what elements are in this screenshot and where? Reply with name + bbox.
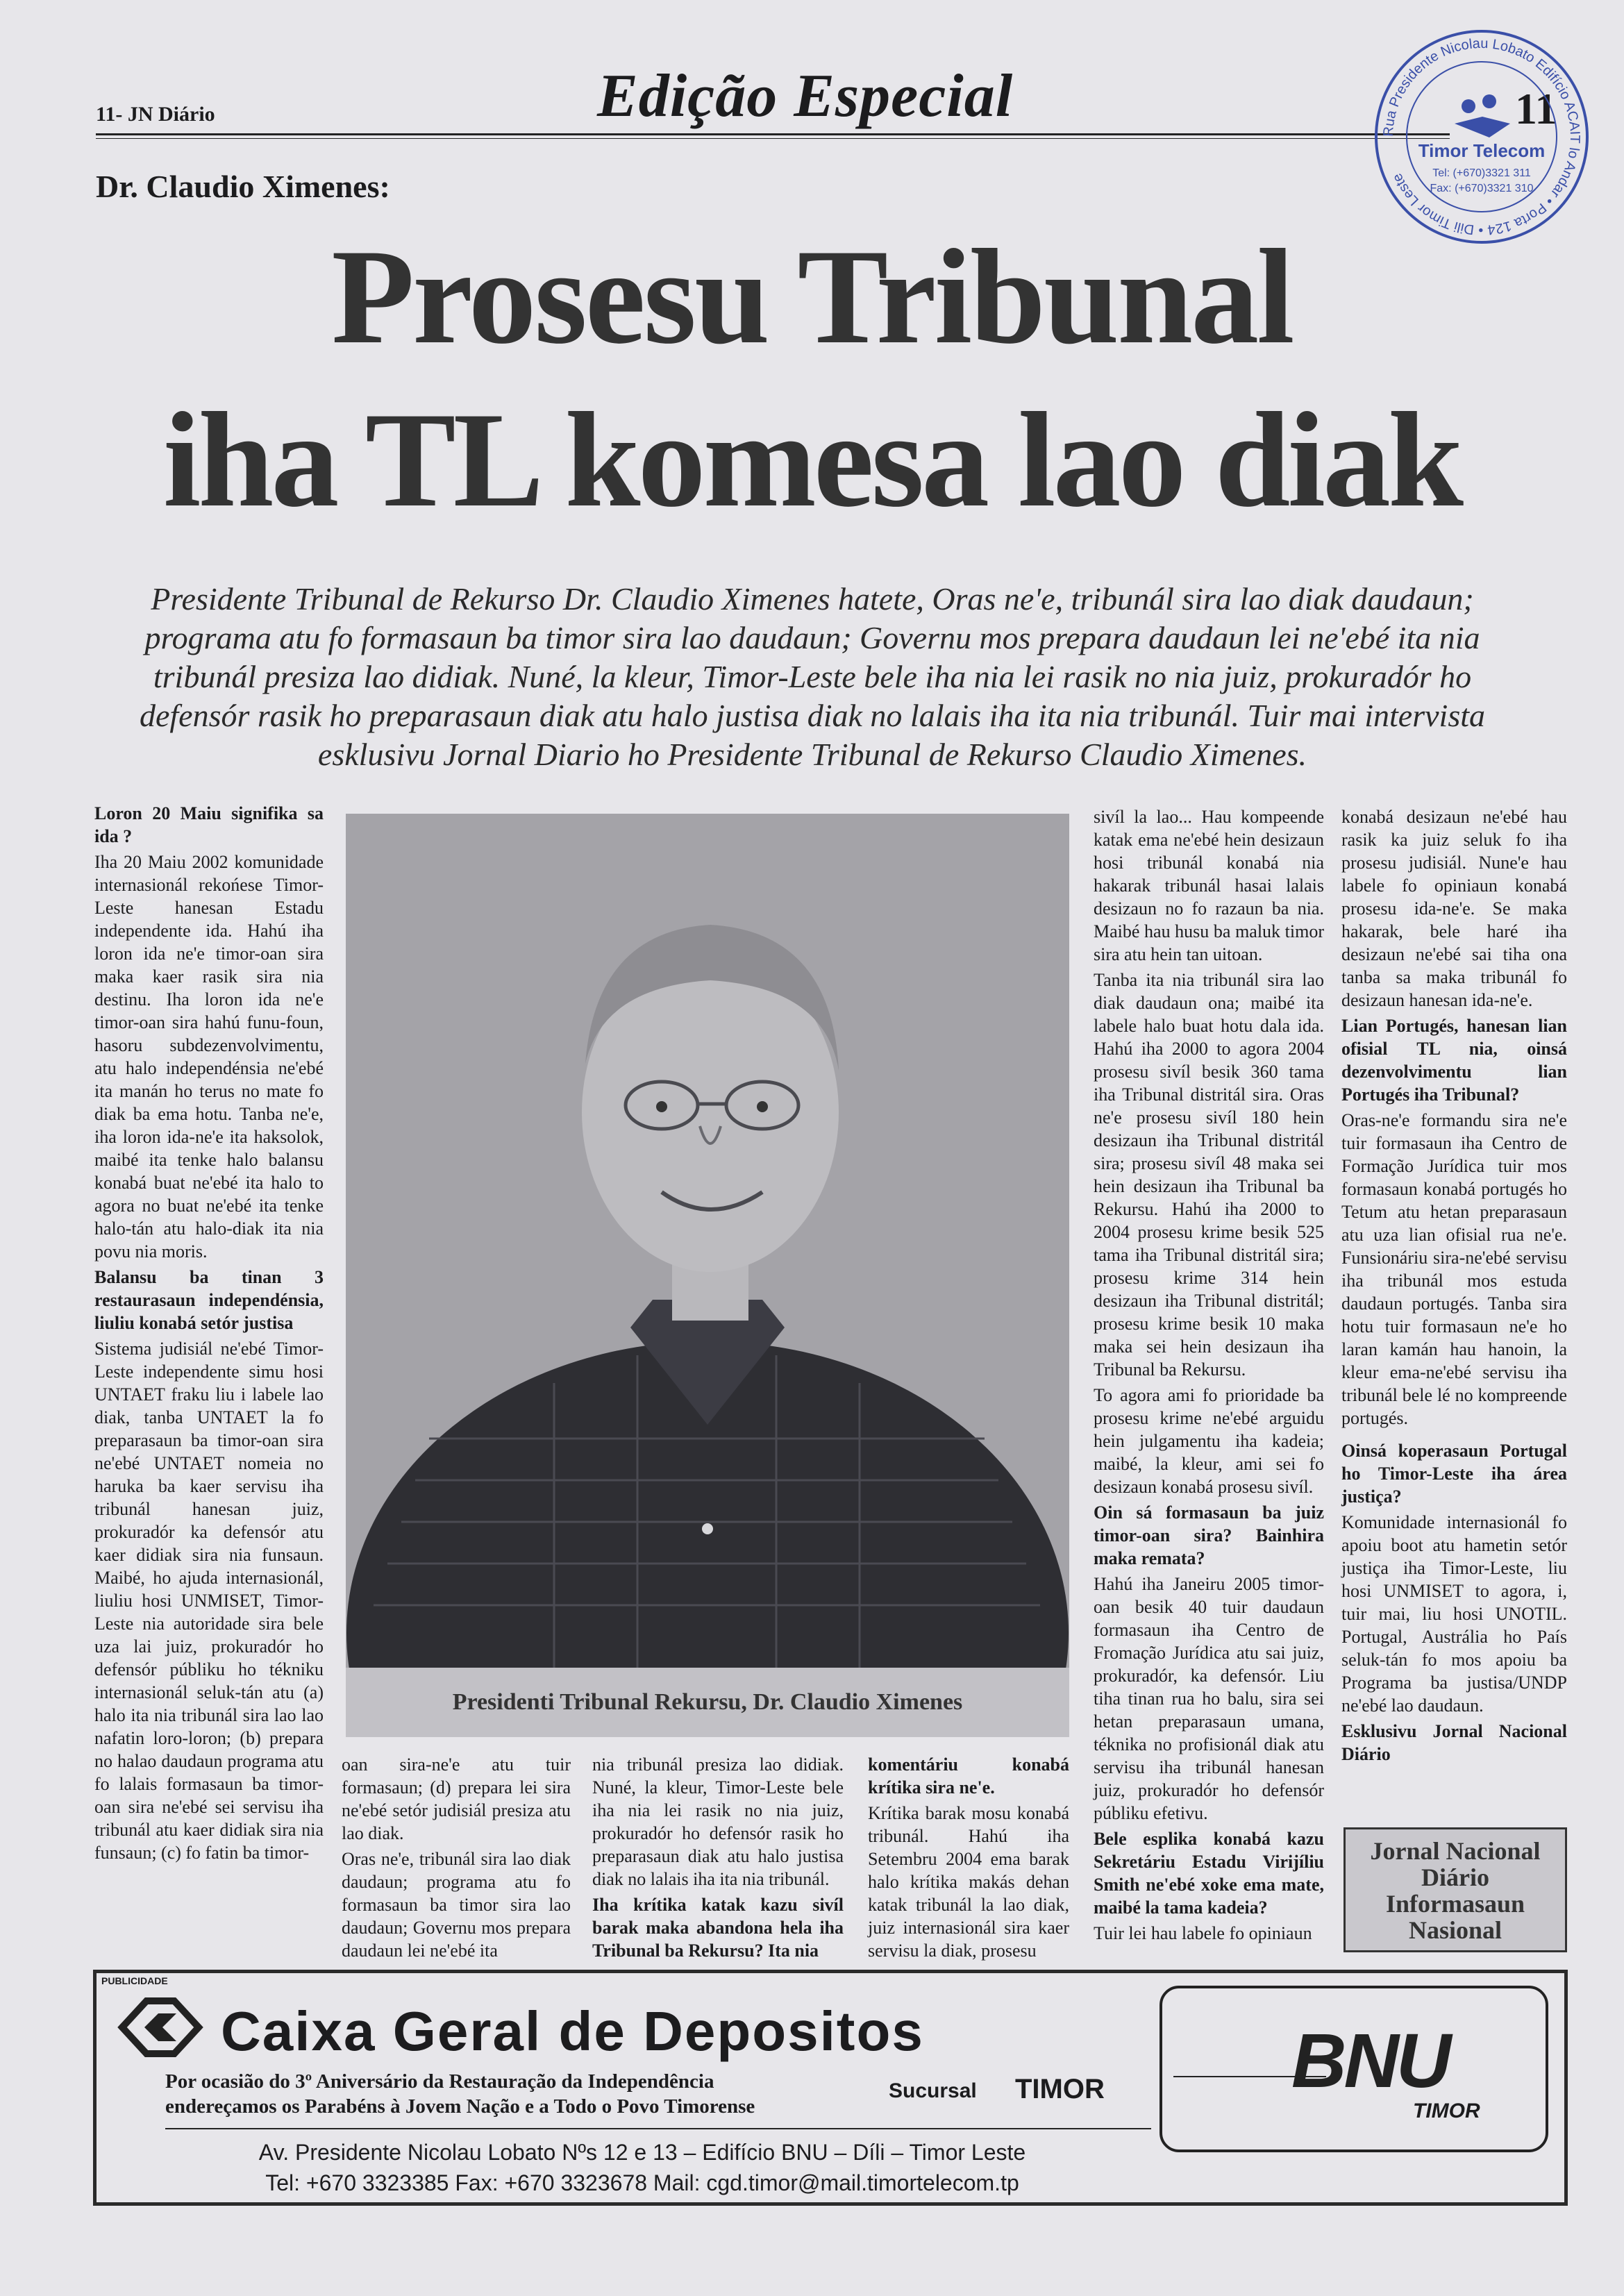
headline-line-2: iha TL komesa lao diak: [162, 385, 1462, 535]
question: Oinsá koperasaun Portugal ho Timor-Leste iha área justiça?: [1341, 1441, 1567, 1507]
answer: Sistema judisiál ne'ebé Timor-Leste independente simu hosi UNTAET fraku liu i labele lao diak, tanba UNTAET la fo preparasaun ba timor-oan sira ne'ebé UNTAET nomeia no haruka ba kaer servisu iha tribunál hanesan juiz, prokuradór ka defensór atu kaer didiak sira nia funsaun. Maibé, ho ajuda internasionál, liuliu hosi UNMISET, Timor-Leste nia autoridade sira bele uza lai juiz, prokuradór ho defensór públiku ho tékniku internasionál seluk-tán atu (a) halo ita nia tribunál sira lao lao nafatin loro-loron; (b) prepara no halao daudaun programa atu fo lalais formasaun ba timor-oan sira ne'ebé sei servisu iha tribunál atu kaer didiak sira nia funsaun; (c) fo fatin ba timor-: [94, 1339, 324, 1863]
answer: Krítika barak mosu konabá tribunál. Hahú iha Setembru 2004 ema barak halo krítika makás dehan katak tribunál la lao diak, juiz internasionál sira kaer servisu la diak, prosesu: [868, 1803, 1069, 1961]
jornal-nacional-box: [1343, 1827, 1567, 1952]
question: komentáriu konabá krítika sira ne'e.: [868, 1754, 1069, 1798]
answer: Tanba ita nia tribunál sira lao diak daudaun ona; maibé ita labele halo buat hotu dala ida. Hahú iha 2000 to agora 2004 prosesu sivíl besik 360 tama iha Tribunal distritál sira. Oras ne'e prosesu sivíl 180 hein desizaun iha Tribunal distritál sira; prosesu sivíl 48 maka sei hein desizaun iha Tribunal ba Rekursu. Hahú iha 2000 to 2004 prosesu krime besik 525 tama iha Tribunal distritál sira; prosesu krime 314 hein desizaun iha Tribunal distritál; prosesu krime besik 10 maka maka sei hein desizaun iha Tribunal ba Rekursu.: [1094, 970, 1324, 1380]
page-number: 11: [1515, 84, 1557, 133]
svg-text:Rua Presidente Nicolau Lobato: [1381, 36, 1582, 237]
ad-address: Av. Presidente Nicolau Lobato Nºs 12 e 13 – Edifício BNU – Díli – Timor Leste: [258, 2140, 1026, 2165]
answer: Hahú iha Janeiru 2005 timor-oan besik 40 tuir daudaun formasaun iha Centro de Fromação Jurídica atu sai juiz, prokuradór, ka defensór. Liu tiha tinan rua ho balu, sira sei hetan preparasaun umana, téknika no profisionál diak atu servisu iha tribunál hanesan juiz, prokuradór ho defensór públiku efetivu.: [1094, 1574, 1324, 1823]
stamp-brand: Timor Telecom: [1418, 140, 1546, 161]
question: Loron 20 Maiu signifika sa ida ?: [94, 803, 324, 846]
ad-phone-mail: Tel: +670 3323385 Fax: +670 3323678 Mail: cgd.timor@mail.timortelecom.tp: [265, 2170, 1019, 2195]
ad-divider: [165, 2128, 1151, 2129]
answer: nia tribunál presiza lao didiak. Nuné, la kleur, Timor-Leste bele iha nia lei rasik no nia juiz, prokuradór ho defensór rasik ho preparasaun diak atu halo justisa diak no lalais iha ita nia tribunál.: [592, 1754, 844, 1889]
bank-name: Caixa Geral de Depositos: [221, 2000, 924, 2062]
telecom-logo-icon: [1455, 94, 1510, 137]
question: Balansu ba tinan 3 restaurasaun independénsia, liuliu konabá setór justisa: [94, 1267, 324, 1333]
article-column-3: [592, 1753, 844, 1965]
bnu-logo: BNU: [1291, 2018, 1449, 2104]
answer: konabá desizaun ne'ebé hau rasik ka juiz seluk fo iha prosesu judisiál. Nune'e hau labele fo opiniaun konabá prosesu ida-ne'e. Se maka hakarak, bele haré iha desizaun ne'ebé sai tiha ona tanba sa maka tribunál fo desizaun hanesan ida-ne'e.: [1341, 807, 1567, 1010]
ad-message-line: Por ocasião do 3º Aniversário da Restauração da Independência: [165, 2070, 714, 2093]
section-title: Edição Especial: [597, 62, 1014, 130]
answer: Komunidade internasionál fo apoiu boot atu hametin setór justiça iha Timor-Leste, liu hosi UNMISET to agora, i, tuir mai, liu hosi UNOTIL. Portugal, Austrália ho País seluk-tán fo mos apoiu ba Programa ba justisa/UNDP ne'ebé lao daudaun.: [1341, 1512, 1567, 1716]
article-column-5: [1094, 805, 1324, 1947]
jornal-box-line: Informasaun: [1385, 1890, 1525, 1918]
article-column-1: [94, 802, 324, 1867]
article-column-2: [342, 1753, 571, 1965]
ad-message: [165, 2069, 755, 2119]
jornal-box-line: Nasional: [1408, 1916, 1502, 1944]
ad-label: PUBLICIDADE: [101, 1975, 168, 1986]
answer: sivíl la lao... Hau kompeende katak ema ne'ebé hein desizaun hosi tribunál konabá nia hakarak tribunál hasai lalais desizaun no fo razaun ba nia. Maibé hau husu ba maluk timor sira atu hein tan uitoan.: [1094, 807, 1324, 964]
answer: Tuir lei hau labele fo opiniaun: [1094, 1923, 1312, 1943]
question: Oin sá formasaun ba juiz timor-oan sira? Bainhira maka remata?: [1094, 1502, 1324, 1568]
stamp-ring-text: Rua Presidente Nicolau Lobato Edifício ACAIT lo Andar • Porta 124 • Dili Timor Leste: [1380, 35, 1583, 238]
jornal-box-line: Jornal Nacional: [1370, 1837, 1541, 1865]
portrait-illustration: [346, 814, 1069, 1668]
headline-line-1: Prosesu Tribunal: [331, 221, 1293, 372]
answer: To agora ami fo prioridade ba prosesu krime ne'ebé arguidu hein julgamentu iha kadeia; maibé, la kleur, ami sei fo desizaun konabá prosesu sivíl.: [1094, 1385, 1324, 1497]
portrait-photo: [346, 814, 1069, 1737]
question: Bele esplika konabá kazu Sekretáriu Estadu Virijíliu Smith ne'ebé xoke ema mate, maibé la tama kadeia?: [1094, 1829, 1324, 1918]
jornal-box-line: Diário: [1421, 1863, 1489, 1891]
page-label: 11- JN Diário: [96, 103, 215, 126]
answer: Oras ne'e, tribunál sira lao diak daudaun; programa atu fo formasaun ba timor sira lao daudaun; Governu mos prepara daudaun lei ne'ebé ita: [342, 1849, 571, 1961]
sucursal-label: Sucursal: [889, 2079, 977, 2102]
stamp-tel: Tel: (+670)3321 311: [1432, 167, 1531, 179]
lead-paragraph: Presidente Tribunal de Rekurso Dr. Claudio Ximenes hatete, Oras ne'e, tribunál sira lao diak daudaun; programa atu fo formasaun ba timor sira lao daudaun; Governu mos prepara daudaun lei ne'ebé ita nia tribunál presiza lao didiak. Nuné, la kleur, Timor-Leste bele iha nia lei rasik no nia juiz, prokuradór ho defensór rasik ho preparasaun diak atu halo justisa diak no lalais iha ita nia tribunál. Tuir mai intervista esklusivu Jornal Diario ho Presidente Tribunal de Rekurso Claudio Ximenes.: [139, 581, 1486, 772]
ad-message-line: endereçamos os Parabéns à Jovem Nação e a Todo o Povo Timorense: [165, 2095, 755, 2118]
article-column-4: [868, 1753, 1069, 1965]
sucursal-place: TIMOR: [1015, 2074, 1105, 2104]
stamp-fax: Fax: (+670)3321 310: [1430, 183, 1534, 194]
answer: Oras-ne'e formandu sira ne'e tuir formasaun iha Centro de Formação Jurídica tuir mos formasaun konabá portugés ho Tetum atu hetan preparasaun atu uza lian ofisial rua ne'e. Funsionáriu sira-ne'ebé servisu iha tribunál mos estuda daudaun portugés. Tanba sira hotu tuir formasaun ne'e ho laran kamán hau hanoin, la kleur ema-ne'ebé servisu iha tribunál bele lé no kompreende portugés.: [1341, 1110, 1567, 1428]
bnu-subtitle: TIMOR: [1413, 2100, 1480, 2122]
header-rule: [96, 133, 1450, 139]
kicker: Dr. Claudio Ximenes:: [96, 169, 390, 204]
cgd-logo-icon: [115, 1993, 206, 2062]
photo-caption: Presidenti Tribunal Rekursu, Dr. Claudio Ximenes: [346, 1668, 1069, 1737]
answer: Iha 20 Maiu 2002 komunidade internasionál rekońese Timor-Leste hanesan Estadu independente ida. Hahú iha loron ida ne'e timor-oan sira maka kaer rasik sira nia destinu. Iha loron ida ne'e timor-oan sira hahú funu-foun, hasoru subdezenvolvimentu, atu halo independénsia ne'ebé ita manán ho terus no mate fo diak ba ema hotu. Tanba ne'e, iha loron ida-ne'e ita haksolok, maibé ita tenke halo balansu konabá buat ne'ebé ita halo to agora no buat ne'ebé ita tenke halo-tán atu halo-diak ita nia povu nia moris.: [94, 852, 324, 1262]
signoff: Esklusivu Jornal Nacional Diário: [1341, 1721, 1567, 1764]
question: Lian Portugés, hanesan lian ofisial TL nia, oinsá dezenvolvimentu lian Portugés iha Tribunal?: [1341, 1016, 1567, 1105]
timor-telecom-stamp: [1371, 26, 1592, 247]
question: Iha krítika katak kazu sivíl barak maka abandona hela iha Tribunal ba Rekursu? Ita nia: [592, 1895, 844, 1961]
article-column-6: [1341, 805, 1567, 1768]
answer: oan sira-ne'e atu tuir formasaun; (d) prepara lei sira ne'ebé setór judisiál presiza atu lao diak.: [342, 1754, 571, 1843]
ad-contact: [111, 2137, 1173, 2198]
